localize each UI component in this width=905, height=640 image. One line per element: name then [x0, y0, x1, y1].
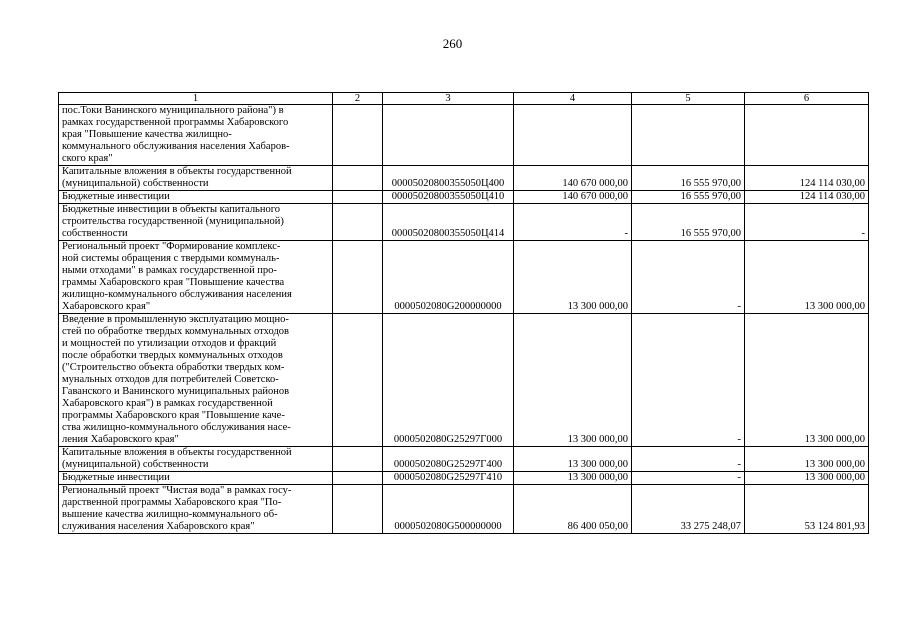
amount-col6-cell: 13 300 000,00	[745, 241, 869, 314]
row-name-line: (муниципальной) собственности	[62, 459, 209, 470]
table-row	[59, 314, 869, 447]
table-row	[59, 191, 869, 204]
table-row	[59, 204, 869, 241]
column-2-cell	[333, 166, 383, 191]
code-cell: 0000502080G200000000	[383, 241, 514, 314]
row-name-line: вышение качества жилищно-коммунального об-	[62, 509, 278, 520]
row-name-cell	[59, 204, 333, 241]
row-name-line: ("Строительство объекта обработки твердых ком-	[62, 362, 285, 373]
table-row	[59, 447, 869, 472]
row-name-line: строительства государственной (муниципальной)	[62, 216, 284, 227]
row-name-line: Бюджетные инвестиции	[62, 191, 170, 202]
amount-col6-cell: 124 114 030,00	[745, 166, 869, 191]
row-name-line: Бюджетные инвестиции	[62, 472, 170, 483]
code-cell: 0000502080G500000000	[383, 485, 514, 534]
row-name-line: края "Повышение качества жилищно-	[62, 129, 232, 140]
amount-col5-cell: 16 555 970,00	[632, 204, 745, 241]
column-2-cell	[333, 485, 383, 534]
row-name-line: стей по обработке твердых коммунальных отходов	[62, 326, 290, 337]
header-cell: 3	[383, 93, 514, 105]
row-name-cell	[59, 105, 333, 166]
amount-col6-cell: 124 114 030,00	[745, 191, 869, 204]
amount-col6-cell: 53 124 801,93	[745, 485, 869, 534]
table-row	[59, 166, 869, 191]
column-2-cell	[333, 191, 383, 204]
row-name-line: Региональный проект "Формирование комплекс-	[62, 241, 281, 252]
row-name-line: Гаванского и Ванинского муниципальных районов	[62, 386, 290, 397]
amount-col4-cell: 13 300 000,00	[514, 241, 632, 314]
table-row	[59, 485, 869, 534]
table-row	[59, 472, 869, 485]
header-cell: 5	[632, 93, 745, 105]
amount-col4-cell: 13 300 000,00	[514, 447, 632, 472]
row-name-cell	[59, 166, 333, 191]
row-name-line: программы Хабаровского края "Повышение каче-	[62, 410, 285, 421]
amount-col6-cell: 13 300 000,00	[745, 472, 869, 485]
column-2-cell	[333, 314, 383, 447]
row-name-line: Хабаровского края") в рамках государственной	[62, 398, 273, 409]
row-name-line: жилищно-коммунального обслуживания населения	[62, 289, 292, 300]
amount-col6-cell: -	[745, 204, 869, 241]
row-name-line: ского края"	[62, 153, 113, 164]
row-name-line: после обработки твердых коммунальных отходов	[62, 350, 283, 361]
row-name-line: Хабаровского края"	[62, 301, 151, 312]
amount-col4-cell: 140 670 000,00	[514, 166, 632, 191]
amount-col5-cell: 16 555 970,00	[632, 191, 745, 204]
column-2-cell	[333, 447, 383, 472]
row-name-cell	[59, 241, 333, 314]
row-name-line: Капитальные вложения в объекты государственной	[62, 166, 292, 177]
row-name-line: ления Хабаровского края"	[62, 434, 179, 445]
amount-col5-cell: -	[632, 314, 745, 447]
table-row	[59, 241, 869, 314]
column-2-cell	[333, 105, 383, 166]
header-cell: 1	[59, 93, 333, 105]
code-cell: 0000502080G25297Г400	[383, 447, 514, 472]
code-cell: 00005020800355050Ц414	[383, 204, 514, 241]
amount-col6-cell: 13 300 000,00	[745, 314, 869, 447]
code-cell: 0000502080G25297Г410	[383, 472, 514, 485]
row-name-line: Введение в промышленную эксплуатацию мощно-	[62, 314, 289, 325]
row-name-line: пос.Токи Ванинского муниципального района") в	[62, 105, 284, 116]
row-name-line: мунальных отходов для потребителей Советско-	[62, 374, 279, 385]
budget-table	[58, 92, 869, 534]
header-cell: 2	[333, 93, 383, 105]
amount-col5-cell: 33 275 248,07	[632, 485, 745, 534]
row-name-cell	[59, 447, 333, 472]
row-name-line: Капитальные вложения в объекты государственной	[62, 447, 292, 458]
amount-col6-cell	[745, 105, 869, 166]
row-name-line: коммунального обслуживания населения Хабаров-	[62, 141, 290, 152]
page-number: 260	[442, 36, 463, 51]
amount-col4-cell: 86 400 050,00	[514, 485, 632, 534]
amount-col5-cell	[632, 105, 745, 166]
row-name-cell	[59, 314, 333, 447]
header-cell: 6	[745, 93, 869, 105]
row-name-line: ства жилищно-коммунального обслуживания насе-	[62, 422, 291, 433]
amount-col4-cell: -	[514, 204, 632, 241]
row-name-line: Региональный проект "Чистая вода" в рамках госу-	[62, 485, 292, 496]
header-cell: 4	[514, 93, 632, 105]
table-header-row	[59, 93, 869, 105]
row-name-line: граммы Хабаровского края "Повышение качества	[62, 277, 285, 288]
row-name-cell	[59, 191, 333, 204]
row-name-line: (муниципальной) собственности	[62, 178, 209, 189]
row-name-line: собственности	[62, 228, 128, 239]
row-name-line: ными отходами" в рамках государственной про-	[62, 265, 277, 276]
row-name-line: и мощностей по утилизации отходов и фракций	[62, 338, 277, 349]
column-2-cell	[333, 472, 383, 485]
row-name-line: Бюджетные инвестиции в объекты капитального	[62, 204, 281, 215]
amount-col4-cell: 13 300 000,00	[514, 472, 632, 485]
column-2-cell	[333, 241, 383, 314]
column-2-cell	[333, 204, 383, 241]
row-name-cell	[59, 485, 333, 534]
row-name-line: служивания населения Хабаровского края"	[62, 521, 255, 532]
amount-col5-cell: -	[632, 241, 745, 314]
amount-col4-cell: 140 670 000,00	[514, 191, 632, 204]
code-cell: 00005020800355050Ц410	[383, 191, 514, 204]
code-cell: 00005020800355050Ц400	[383, 166, 514, 191]
row-name-line: ной системы обращения с твердыми коммуналь-	[62, 253, 280, 264]
table-row	[59, 105, 869, 166]
code-cell	[383, 105, 514, 166]
amount-col5-cell: 16 555 970,00	[632, 166, 745, 191]
row-name-line: дарственной программы Хабаровского края "По-	[62, 497, 282, 508]
amount-col5-cell: -	[632, 447, 745, 472]
amount-col5-cell: -	[632, 472, 745, 485]
amount-col6-cell: 13 300 000,00	[745, 447, 869, 472]
row-name-line: рамках государственной программы Хабаровского	[62, 117, 289, 128]
row-name-cell	[59, 472, 333, 485]
amount-col4-cell: 13 300 000,00	[514, 314, 632, 447]
amount-col4-cell	[514, 105, 632, 166]
code-cell: 0000502080G25297Г000	[383, 314, 514, 447]
